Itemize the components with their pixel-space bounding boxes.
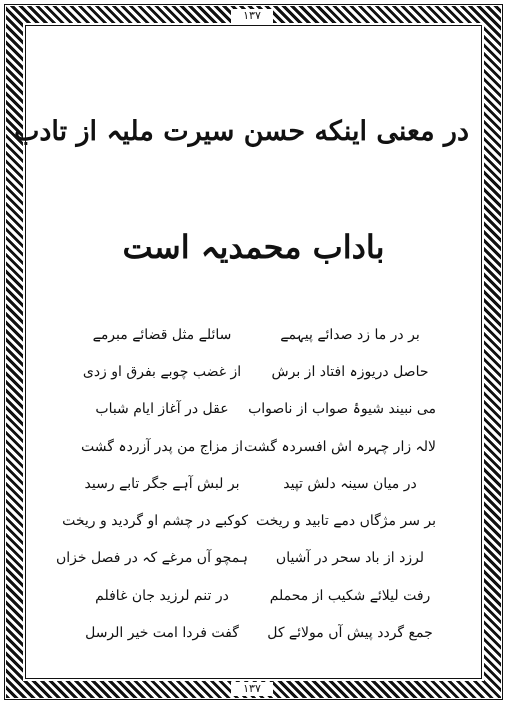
first-hemistich: سائلے مثل قضائے مبرمے bbox=[92, 326, 232, 343]
couplet bbox=[76, 614, 436, 651]
first-hemistich: گفت فردا امت خیر الرسل bbox=[85, 625, 239, 642]
second-hemistich: بر سر مژگاں دمے تابید و ریخت bbox=[256, 513, 436, 530]
couplet bbox=[76, 577, 436, 614]
second-hemistich: در میان سینہ دلش تپید bbox=[283, 475, 417, 492]
couplet bbox=[62, 502, 436, 539]
second-hemistich: لرزد از باد سحر در آشیاں bbox=[275, 550, 425, 567]
couplet bbox=[76, 465, 436, 502]
second-hemistich: می نبیند شیوۂ صواب از ناصواب bbox=[248, 401, 436, 418]
couplet bbox=[76, 316, 436, 353]
second-hemistich: جمع گردد پیش آں مولائے کل bbox=[267, 625, 433, 642]
chapter-subheading: باداب محمدیہ است bbox=[122, 228, 385, 266]
page-number-top: ۱۳۷ bbox=[231, 9, 273, 23]
first-hemistich: از غضب چوبے بفرق او زدی bbox=[82, 363, 242, 380]
second-hemistich: حاصل دریوزہ افتاد از برش bbox=[271, 363, 429, 380]
first-hemistich: کوکبے در چشم او گردید و ریخت bbox=[62, 513, 248, 530]
first-hemistich: ہمچو آں مرغے کہ در فصل خزاں bbox=[55, 550, 248, 567]
first-hemistich: عقل در آغاز ایام شباب bbox=[95, 401, 229, 418]
page-number-bottom: ۱۳۷ bbox=[231, 682, 273, 696]
couplet bbox=[55, 540, 436, 577]
poem bbox=[55, 316, 436, 652]
second-hemistich: بر در ما زد صدائے پیہمے bbox=[280, 326, 420, 343]
second-hemistich: لالہ زار چہرہ اش افسردہ گشت bbox=[243, 438, 436, 455]
couplet bbox=[76, 391, 436, 428]
first-hemistich: بر لبش آہے جگر تابے رسید bbox=[84, 475, 240, 492]
couplet bbox=[76, 353, 436, 390]
first-hemistich: از مزاج من پدر آزردہ گشت bbox=[81, 438, 243, 455]
second-hemistich: رفت لیلائے شکیب از محملم bbox=[269, 587, 431, 604]
first-hemistich: در تنم لرزید جان غافلم bbox=[95, 587, 229, 604]
chapter-heading: در معنی اینکه حسن سیرت ملیہ از تادب bbox=[13, 116, 469, 147]
page-content bbox=[13, 28, 479, 676]
couplet bbox=[76, 428, 436, 465]
